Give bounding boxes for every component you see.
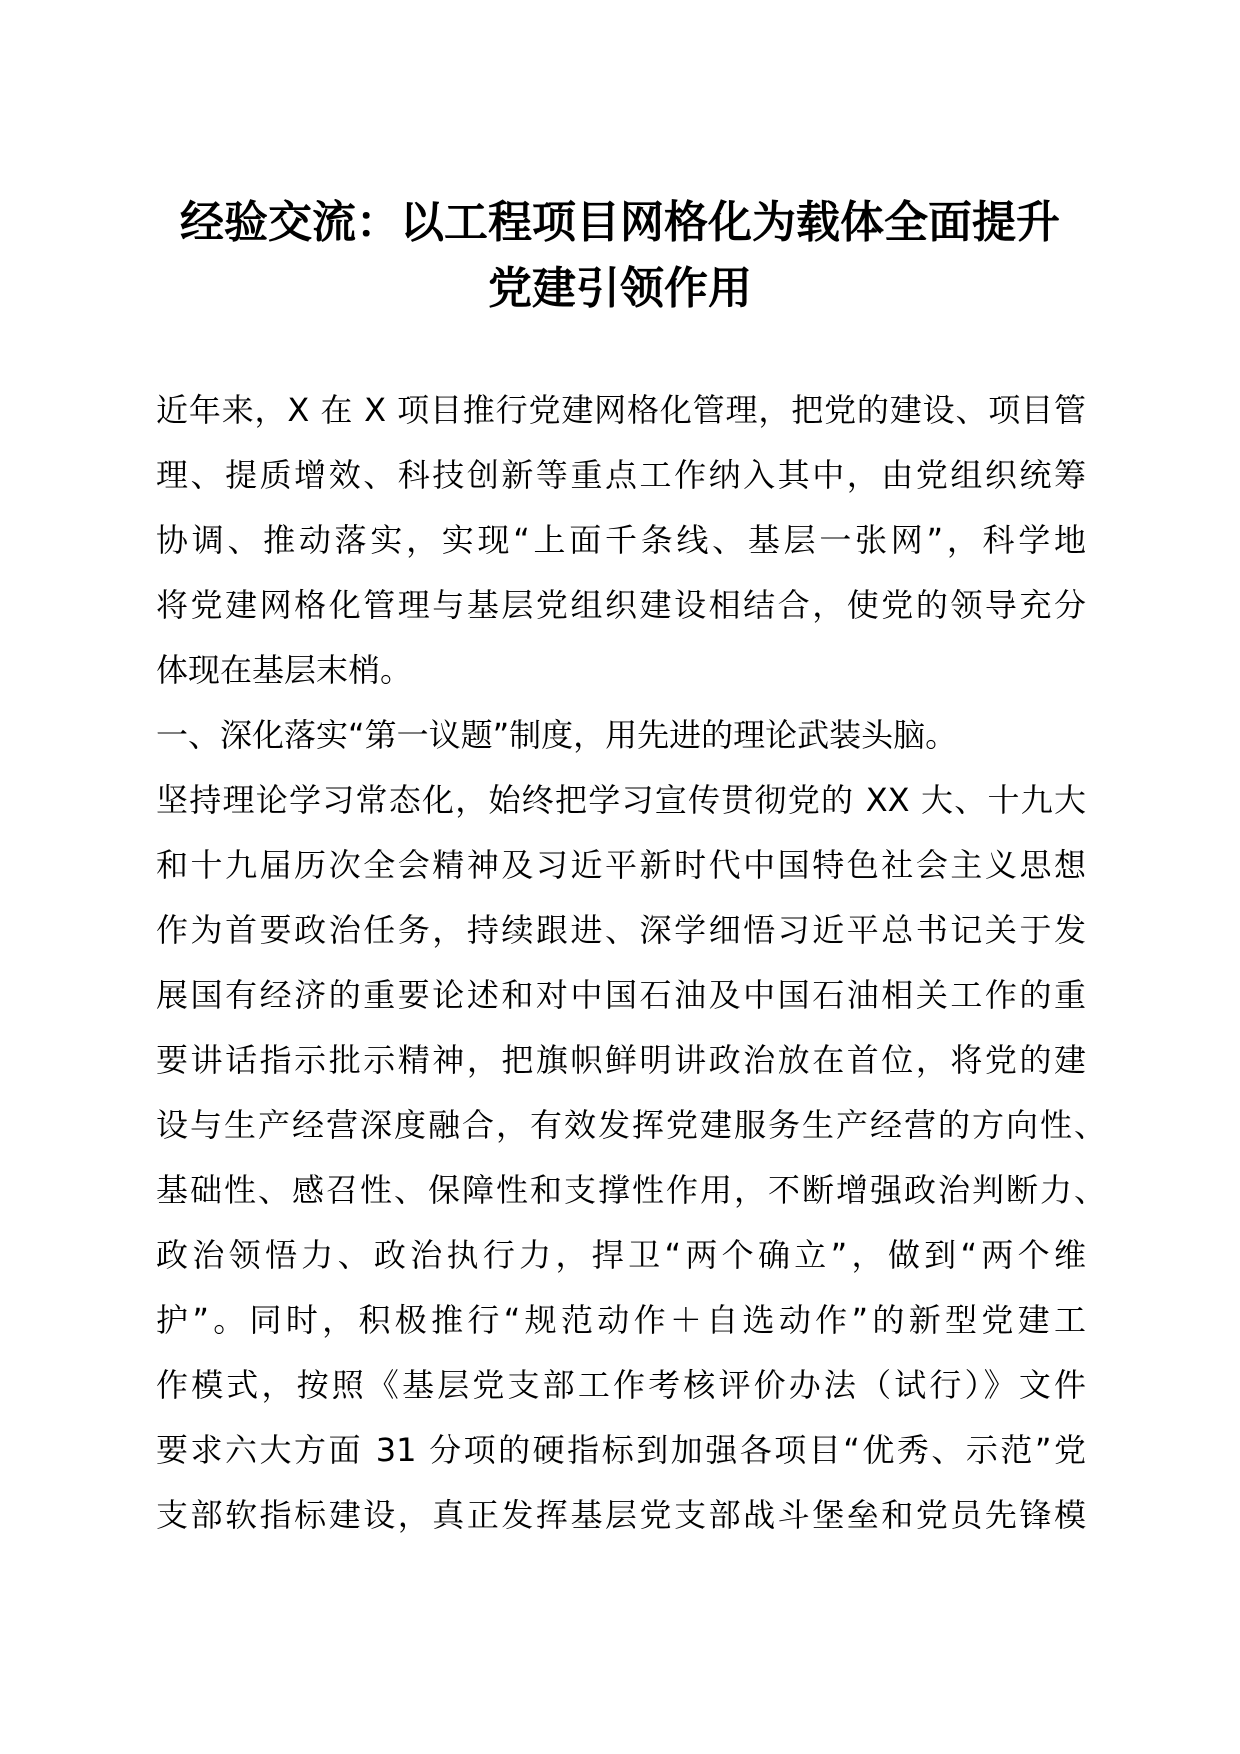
body-line: 和十九届历次全会精神及习近平新时代中国特色社会主义思想 bbox=[156, 846, 1086, 884]
body-line: 要求六大方面 31 分项的硬指标到加强各项目“优秀、示范”党 bbox=[156, 1431, 1086, 1469]
body-line: 坚持理论学习常态化，始终把学习宣传贯彻党的 XX 大、十九大 bbox=[156, 781, 1086, 819]
body-line: 协调、推动落实，实现“上面千条线、基层一张网”，科学地 bbox=[156, 521, 1086, 559]
body-line: 体现在基层末梢。 bbox=[156, 651, 413, 689]
title-line-1: 经验交流：以工程项目网格化为载体全面提升 bbox=[180, 197, 1060, 248]
body-line: 设与生产经营深度融合，有效发挥党建服务生产经营的方向性、 bbox=[156, 1106, 1106, 1144]
body-line: 近年来，X 在 X 项目推行党建网格化管理，把党的建设、项目管 bbox=[156, 391, 1086, 429]
document-title bbox=[120, 190, 1120, 322]
body-line: 基础性、感召性、保障性和支撑性作用，不断增强政治判断力、 bbox=[156, 1171, 1106, 1209]
document-body bbox=[156, 378, 1106, 1548]
body-line: 作模式，按照《基层党支部工作考核评价办法（试行）》文件 bbox=[156, 1366, 1086, 1404]
body-line: 护”。同时，积极推行“规范动作＋自选动作”的新型党建工 bbox=[156, 1301, 1086, 1339]
body-line: 作为首要政治任务，持续跟进、深学细悟习近平总书记关于发 bbox=[156, 911, 1086, 949]
title-line-2: 党建引领作用 bbox=[488, 263, 752, 314]
body-line: 展国有经济的重要论述和对中国石油及中国石油相关工作的重 bbox=[156, 976, 1086, 1014]
body-line: 理、提质增效、科技创新等重点工作纳入其中，由党组织统筹 bbox=[156, 456, 1086, 494]
body-line: 支部软指标建设，真正发挥基层党支部战斗堡垒和党员先锋模 bbox=[156, 1496, 1086, 1534]
body-line: 将党建网格化管理与基层党组织建设相结合，使党的领导充分 bbox=[156, 586, 1086, 624]
section-heading: 一、深化落实“第一议题”制度，用先进的理论武装头脑。 bbox=[156, 716, 958, 754]
body-line: 要讲话指示批示精神，把旗帜鲜明讲政治放在首位，将党的建 bbox=[156, 1041, 1086, 1079]
body-line: 政治领悟力、政治执行力，捍卫“两个确立”，做到“两个维 bbox=[156, 1236, 1086, 1274]
